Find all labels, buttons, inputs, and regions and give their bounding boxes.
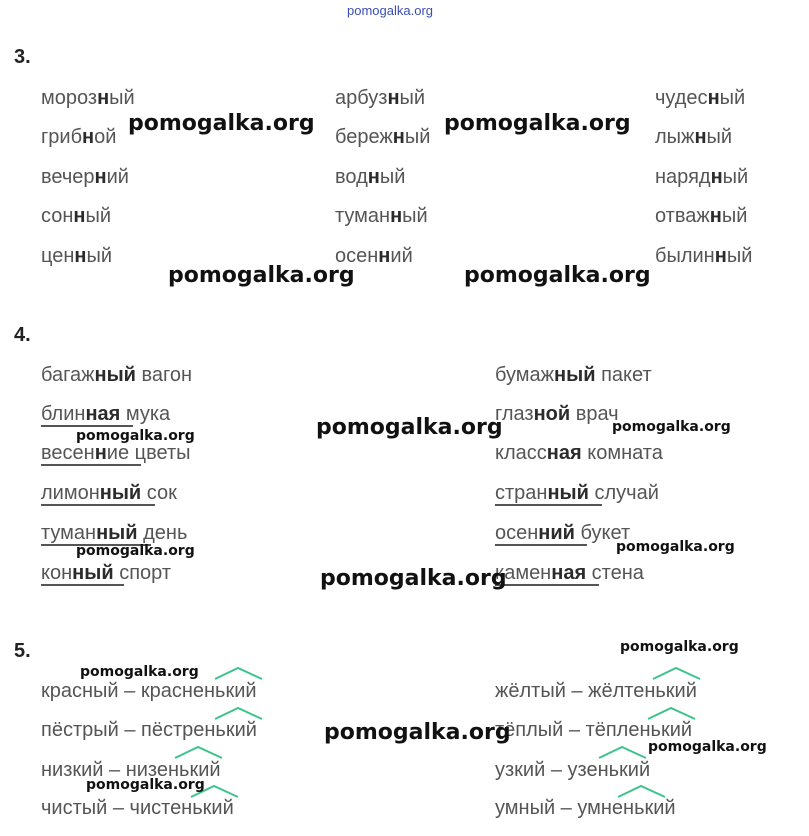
watermark: pomogalka.org [80, 664, 199, 680]
phrase: конный спорт [41, 562, 171, 584]
suffix-arc [598, 745, 648, 759]
exercise-3-number: 3. [14, 46, 31, 68]
word: вечерний [41, 166, 129, 188]
phrase: блинная мука [41, 403, 171, 425]
phrase: осенний букет [495, 522, 631, 544]
watermark: pomogalka.org [464, 263, 651, 288]
watermark: pomogalka.org [168, 263, 355, 288]
exercise-5-number: 5. [14, 640, 31, 662]
underline [41, 504, 155, 506]
word: лыжный [655, 126, 733, 148]
watermark: pomogalka.org [648, 739, 767, 755]
word: водный [335, 166, 406, 188]
watermark: pomogalka.org [128, 111, 315, 136]
word-pair: чистый – чистенький [41, 797, 234, 819]
underline [41, 464, 141, 466]
underline [41, 584, 124, 586]
word: нарядный [655, 166, 749, 188]
word-pair: тёплый – тёпленький [495, 719, 693, 741]
word-pair: узкий – узенький [495, 759, 651, 781]
suffix-arc [647, 706, 697, 720]
word: осенний [335, 245, 413, 267]
word: былинный [655, 245, 753, 267]
word-pair: жёлтый – жёлтенький [495, 680, 697, 702]
suffix-arc [617, 784, 667, 798]
watermark: pomogalka.org [620, 639, 739, 655]
word: бережный [335, 126, 431, 148]
phrase: странный случай [495, 482, 659, 504]
exercise-4-number: 4. [14, 324, 31, 346]
underline [41, 425, 133, 427]
phrase: бумажный пакет [495, 364, 652, 386]
suffix-arc [214, 666, 264, 680]
watermark: pomogalka.org [86, 777, 205, 793]
watermark: pomogalka.org [612, 419, 731, 435]
watermark: pomogalka.org [444, 111, 631, 136]
word: туманный [335, 205, 428, 227]
word: сонный [41, 205, 112, 227]
suffix-arc [652, 666, 702, 680]
underline [495, 504, 602, 506]
watermark: pomogalka.org [316, 415, 503, 440]
watermark: pomogalka.org [616, 539, 735, 555]
word: отважный [655, 205, 748, 227]
watermark: pomogalka.org [76, 428, 195, 444]
word: арбузный [335, 87, 426, 109]
phrase: лимонный сок [41, 482, 177, 504]
watermark: pomogalka.org [76, 543, 195, 559]
phrase: глазной врач [495, 403, 619, 425]
watermark: pomogalka.org [320, 566, 507, 591]
word: ценный [41, 245, 113, 267]
watermark: pomogalka.org [324, 720, 511, 745]
phrase: багажный вагон [41, 364, 193, 386]
word-pair: низкий – низенький [41, 759, 221, 781]
top-watermark: pomogalka.org [347, 3, 433, 18]
word: грибной [41, 126, 117, 148]
word: морозный [41, 87, 135, 109]
phrase: туманный день [41, 522, 188, 544]
word-pair: красный – красненький [41, 680, 257, 702]
underline [495, 544, 587, 546]
phrase: классная комната [495, 442, 663, 464]
word-pair: пёстрый – пёстренький [41, 719, 257, 741]
underline [495, 584, 599, 586]
phrase: весенние цветы [41, 442, 191, 464]
word: чудесный [655, 87, 746, 109]
word-pair: умный – умненький [495, 797, 676, 819]
suffix-arc [214, 706, 264, 720]
phrase: каменная стена [495, 562, 644, 584]
suffix-arc [174, 745, 224, 759]
